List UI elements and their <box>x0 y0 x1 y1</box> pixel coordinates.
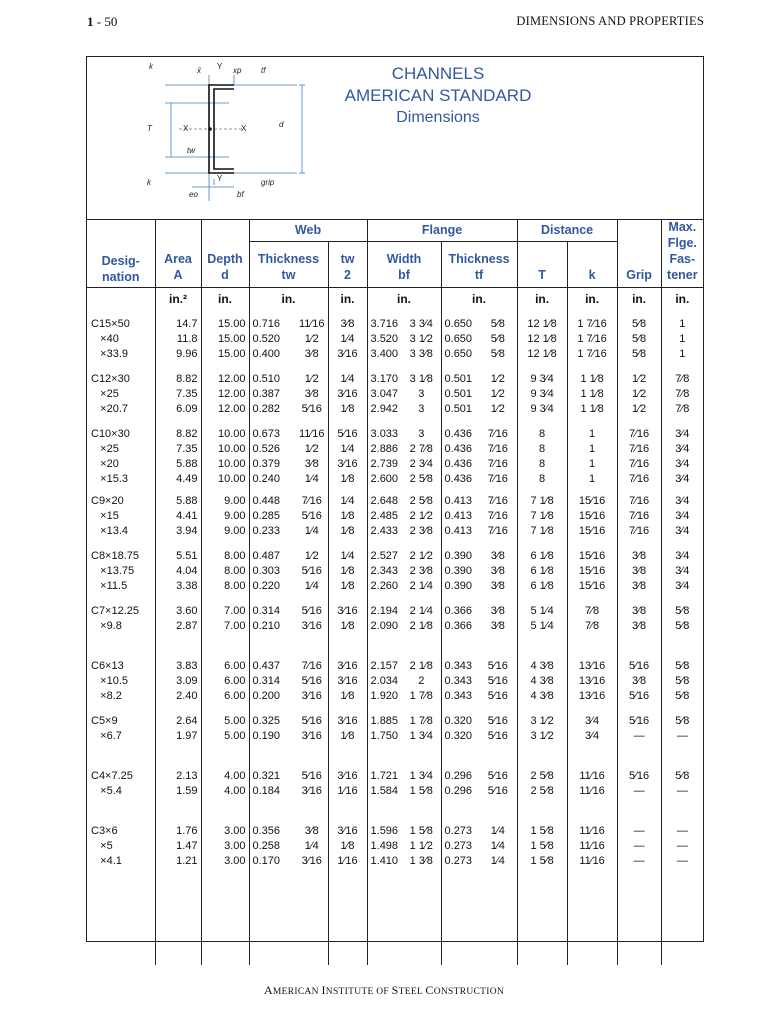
cell-bff: 2 1⁄8 2 1 7⁄8 <box>409 659 433 702</box>
cell-tw: 0.314 0.210 <box>249 597 296 652</box>
cell-tf: 0.273 0.273 0.273 <box>441 817 479 965</box>
cell-tf: 0.436 0.436 0.436 0.436 <box>441 420 479 487</box>
label-y-top: Y <box>217 62 223 71</box>
label-k-bottom: k <box>147 178 151 187</box>
cell-tw2: 3⁄16 1⁄16 <box>328 762 367 817</box>
cell-T: 9 3⁄4 9 3⁄4 9 3⁄4 <box>517 365 567 420</box>
cell-grip: 5⁄16 3⁄8 5⁄16 <box>617 652 661 707</box>
cell-bf: 1.721 1.584 <box>367 762 402 817</box>
table-row <box>87 365 703 420</box>
group-flange: Flange <box>367 219 517 242</box>
cell-grip: 5⁄16 — <box>617 707 661 762</box>
cell-depth: 8.00 8.00 8.00 <box>201 542 249 597</box>
cell-tff: 1⁄4 1⁄4 1⁄4 <box>490 824 505 867</box>
cell-depth: 10.00 10.00 10.00 10.00 <box>201 420 249 487</box>
cell-tf: 0.390 0.390 0.390 <box>441 542 479 597</box>
cell-grip: 1⁄2 1⁄2 1⁄2 <box>617 365 661 420</box>
label-grip: grip <box>261 178 275 187</box>
cell-twf: 1⁄2 3⁄8 5⁄16 <box>301 372 322 415</box>
cell-tff: 7⁄16 7⁄16 7⁄16 <box>487 494 508 537</box>
cell-tw2: 3⁄16 1⁄8 1⁄16 <box>328 817 367 965</box>
cell-fast: 5⁄8 — <box>661 707 703 762</box>
cell-tff: 5⁄8 5⁄8 5⁄8 <box>490 317 505 360</box>
label-x-left: X <box>183 124 189 133</box>
title-line-1: CHANNELS <box>391 64 485 83</box>
cell-grip: 5⁄16 — <box>617 762 661 817</box>
table-frame <box>86 56 704 942</box>
cell-fast: 5⁄8 — <box>661 762 703 817</box>
cell-T: 5 1⁄4 5 1⁄4 <box>517 597 567 652</box>
cell-area: 8.82 7.35 6.09 <box>155 365 201 420</box>
cell-tff: 1⁄2 1⁄2 1⁄2 <box>490 372 505 415</box>
cell-area: 14.7 11.8 9.96 <box>155 310 201 365</box>
table-row <box>87 762 703 817</box>
col-flange-thickness: Thickness tf <box>441 242 517 288</box>
label-eo: eo <box>189 190 198 199</box>
cell-tw2: 3⁄16 1⁄8 <box>328 597 367 652</box>
cell-name: C10×30 ×25 ×20 ×15.3 <box>91 427 130 485</box>
cell-k: 1 1⁄8 1 1⁄8 1 1⁄8 <box>567 365 617 420</box>
cell-tf: 0.320 0.320 <box>441 707 479 762</box>
cell-bff: 3 3⁄4 3 1⁄2 3 3⁄8 <box>409 317 433 360</box>
cell-bff: 1 3⁄4 1 5⁄8 <box>409 769 433 797</box>
unit-T: in. <box>517 288 567 310</box>
cell-depth: 3.00 3.00 3.00 <box>201 817 249 965</box>
cell-T: 1 5⁄8 1 5⁄8 1 5⁄8 <box>517 817 567 965</box>
cell-twf: 5⁄16 3⁄16 <box>301 769 322 797</box>
cell-T: 3 1⁄2 3 1⁄2 <box>517 707 567 762</box>
cell-depth: 6.00 6.00 6.00 <box>201 652 249 707</box>
cell-bff: 1 5⁄8 1 1⁄2 1 3⁄8 <box>409 824 433 867</box>
cell-grip: 5⁄8 5⁄8 5⁄8 <box>617 310 661 365</box>
col-depth: Depth d <box>201 242 249 288</box>
cell-bf: 2.194 2.090 <box>367 597 402 652</box>
cell-tw: 0.321 0.184 <box>249 762 296 817</box>
cell-bf: 2.527 2.343 2.260 <box>367 542 402 597</box>
table-row <box>87 817 703 965</box>
unit-grip: in. <box>617 288 661 310</box>
units-row <box>87 288 703 310</box>
cell-tw: 0.356 0.258 0.170 <box>249 817 296 965</box>
label-bf: bf <box>237 190 244 199</box>
cell-name: C12×30 ×25 ×20.7 <box>91 372 130 415</box>
cell-twf: 5⁄16 3⁄16 <box>301 604 322 632</box>
cell-area: 5.88 4.41 3.94 <box>155 487 201 542</box>
cell-tff: 3⁄8 3⁄8 3⁄8 <box>490 549 505 592</box>
section-header: DIMENSIONS AND PROPERTIES <box>516 14 704 28</box>
cell-tw2: 1⁄4 1⁄8 1⁄8 <box>328 487 367 542</box>
table-row <box>87 310 703 365</box>
cell-grip: 3⁄8 3⁄8 <box>617 597 661 652</box>
col-area: Area A <box>155 242 201 288</box>
cell-bff: 2 1⁄2 2 3⁄8 2 1⁄4 <box>409 549 433 592</box>
unit-flange-thickness: in. <box>441 288 517 310</box>
dimensions-table <box>87 219 703 965</box>
cell-tw2: 3⁄16 1⁄8 <box>328 707 367 762</box>
cell-area: 8.82 7.35 5.88 4.49 <box>155 420 201 487</box>
cell-fast: 5⁄8 5⁄8 <box>661 597 703 652</box>
cell-k: 1 1 1 1 <box>567 420 617 487</box>
cell-twf: 3⁄8 1⁄4 3⁄16 <box>301 824 322 867</box>
cell-area: 3.83 3.09 2.40 <box>155 652 201 707</box>
cell-T: 12 1⁄8 12 1⁄8 12 1⁄8 <box>517 310 567 365</box>
cell-depth: 7.00 7.00 <box>201 597 249 652</box>
table-row <box>87 707 703 762</box>
cell-depth: 15.00 15.00 15.00 <box>201 310 249 365</box>
header-group-row <box>87 219 703 242</box>
cell-bff: 2 5⁄8 2 1⁄2 2 3⁄8 <box>409 494 433 537</box>
cell-bf: 2.157 2.034 1.920 <box>367 652 402 707</box>
cell-bf: 3.033 2.886 2.739 2.600 <box>367 420 402 487</box>
unit-area: in.² <box>155 288 201 310</box>
cell-k: 3⁄4 3⁄4 <box>567 707 617 762</box>
table-row <box>87 542 703 597</box>
table-body <box>87 310 703 965</box>
cell-bf: 3.716 3.520 3.400 <box>367 310 402 365</box>
cell-T: 8 8 8 8 <box>517 420 567 487</box>
cell-grip: 7⁄16 7⁄16 7⁄16 <box>617 487 661 542</box>
cell-tff: 7⁄16 7⁄16 7⁄16 7⁄16 <box>487 427 508 485</box>
cell-k: 13⁄16 13⁄16 13⁄16 <box>567 652 617 707</box>
cell-tw2: 5⁄16 1⁄4 3⁄16 1⁄8 <box>328 420 367 487</box>
table-row <box>87 597 703 652</box>
cell-area: 5.51 4.04 3.38 <box>155 542 201 597</box>
cell-bf: 3.170 3.047 2.942 <box>367 365 402 420</box>
cell-k: 1 7⁄16 1 7⁄16 1 7⁄16 <box>567 310 617 365</box>
cell-fast: 7⁄8 7⁄8 7⁄8 <box>661 365 703 420</box>
cell-k: 15⁄16 15⁄16 15⁄16 <box>567 542 617 597</box>
cell-name: C9×20 ×15 ×13.4 <box>91 494 129 537</box>
cell-tf: 0.650 0.650 0.650 <box>441 310 479 365</box>
cell-tw: 0.510 0.387 0.282 <box>249 365 296 420</box>
cell-tf: 0.366 0.366 <box>441 597 479 652</box>
cell-bf: 2.648 2.485 2.433 <box>367 487 402 542</box>
unit-fastener: in. <box>661 288 703 310</box>
cell-tw2: 3⁄8 1⁄4 3⁄16 <box>328 310 367 365</box>
cell-name: C8×18.75 ×13.75 ×11.5 <box>91 549 140 592</box>
cell-area: 2.64 1.97 <box>155 707 201 762</box>
header-label-row <box>87 242 703 288</box>
cell-twf: 11⁄16 1⁄2 3⁄8 1⁄4 <box>299 427 325 485</box>
label-tw: tw <box>187 146 195 155</box>
unit-depth: in. <box>201 288 249 310</box>
cell-depth: 5.00 5.00 <box>201 707 249 762</box>
cell-T: 4 3⁄8 4 3⁄8 4 3⁄8 <box>517 652 567 707</box>
cell-tw: 0.448 0.285 0.233 <box>249 487 296 542</box>
cell-fast: 1 1 1 <box>661 310 703 365</box>
cell-bff: 3 1⁄8 3 3 <box>409 372 433 415</box>
group-distance: Distance <box>517 219 617 242</box>
cell-bf: 1.596 1.498 1.410 <box>367 817 402 965</box>
unit-web-thickness: in. <box>249 288 328 310</box>
label-x-right: X <box>241 124 247 133</box>
table-row <box>87 487 703 542</box>
cell-fast: 3⁄4 3⁄4 3⁄4 <box>661 487 703 542</box>
label-k-top: k <box>149 62 153 71</box>
col-grip: Grip <box>617 242 661 288</box>
cell-name: C3×6 ×5 ×4.1 <box>91 824 122 867</box>
cell-tff: 5⁄16 5⁄16 <box>487 714 508 742</box>
cell-tf: 0.413 0.413 0.413 <box>441 487 479 542</box>
cell-name: C15×50 ×40 ×33.9 <box>91 317 130 360</box>
title-line-2: AMERICAN STANDARD <box>344 86 532 105</box>
cell-tf: 0.501 0.501 0.501 <box>441 365 479 420</box>
label-d: d <box>279 120 284 129</box>
label-xbar: x̄ <box>197 66 201 75</box>
label-tf: tf <box>261 66 266 75</box>
cell-area: 3.60 2.87 <box>155 597 201 652</box>
table-row <box>87 420 703 487</box>
cell-tw: 0.487 0.303 0.220 <box>249 542 296 597</box>
cell-k: 7⁄8 7⁄8 <box>567 597 617 652</box>
cell-tff: 5⁄16 5⁄16 5⁄16 <box>487 659 508 702</box>
cell-name: C4×7.25 ×5.4 <box>91 769 133 797</box>
col-k: k <box>567 242 617 288</box>
cell-tw: 0.325 0.190 <box>249 707 296 762</box>
cell-T: 2 5⁄8 2 5⁄8 <box>517 762 567 817</box>
table-row <box>87 652 703 707</box>
cell-T: 6 1⁄8 6 1⁄8 6 1⁄8 <box>517 542 567 597</box>
cell-grip: 3⁄8 3⁄8 3⁄8 <box>617 542 661 597</box>
footer-publisher: AMERICAN INSTITUTE OF STEEL CONSTRUCTION <box>263 983 505 997</box>
cell-twf: 5⁄16 3⁄16 <box>301 714 322 742</box>
col-tw2: tw 2 <box>328 242 367 288</box>
cell-T: 7 1⁄8 7 1⁄8 7 1⁄8 <box>517 487 567 542</box>
label-xp: xp <box>233 66 242 75</box>
cell-tw: 0.673 0.526 0.379 0.240 <box>249 420 296 487</box>
cell-area: 2.13 1.59 <box>155 762 201 817</box>
cell-grip: 7⁄16 7⁄16 7⁄16 7⁄16 <box>617 420 661 487</box>
cell-tff: 3⁄8 3⁄8 <box>490 604 505 632</box>
label-y-bottom: Y <box>217 174 223 183</box>
cell-twf: 1⁄2 5⁄16 1⁄4 <box>301 549 322 592</box>
cell-twf: 11⁄16 1⁄2 3⁄8 <box>299 317 325 360</box>
col-designation: Desig- nation <box>101 254 140 284</box>
cell-tw: 0.437 0.314 0.200 <box>249 652 296 707</box>
cell-tf: 0.296 0.296 <box>441 762 479 817</box>
unit-tw2: in. <box>328 288 367 310</box>
cell-bff: 2 1⁄4 2 1⁄8 <box>409 604 433 632</box>
cell-name: C7×12.25 ×9.8 <box>91 604 140 632</box>
cell-twf: 7⁄16 5⁄16 1⁄4 <box>301 494 322 537</box>
cell-grip: — — — <box>617 817 661 965</box>
cell-tf: 0.343 0.343 0.343 <box>441 652 479 707</box>
cell-k: 15⁄16 15⁄16 15⁄16 <box>567 487 617 542</box>
cell-depth: 9.00 9.00 9.00 <box>201 487 249 542</box>
cell-bff: 3 2 7⁄8 2 3⁄4 2 5⁄8 <box>409 427 433 485</box>
unit-flange-width: in. <box>367 288 441 310</box>
cell-bff: 1 7⁄8 1 3⁄4 <box>409 714 433 742</box>
cell-depth: 4.00 4.00 <box>201 762 249 817</box>
col-fastener: Max. Flge. Fas- tener <box>661 219 703 288</box>
cell-tw: 0.716 0.520 0.400 <box>249 310 296 365</box>
title-line-3: Dimensions <box>396 109 480 126</box>
cell-tw2: 1⁄4 3⁄16 1⁄8 <box>328 365 367 420</box>
unit-k: in. <box>567 288 617 310</box>
cell-name: C5×9 ×6.7 <box>91 714 122 742</box>
col-flange-width: Width bf <box>367 242 441 288</box>
col-web-thickness: Thickness tw <box>249 242 328 288</box>
cell-bf: 1.885 1.750 <box>367 707 402 762</box>
group-web: Web <box>249 219 367 242</box>
cell-tw2: 3⁄16 3⁄16 1⁄8 <box>328 652 367 707</box>
cell-tw2: 1⁄4 1⁄8 1⁄8 <box>328 542 367 597</box>
cell-tff: 5⁄16 5⁄16 <box>487 769 508 797</box>
cell-fast: — — — <box>661 817 703 965</box>
cell-k: 11⁄16 11⁄16 <box>567 762 617 817</box>
cell-fast: 5⁄8 5⁄8 5⁄8 <box>661 652 703 707</box>
cell-name: C6×13 ×10.5 ×8.2 <box>91 659 129 702</box>
cell-depth: 12.00 12.00 12.00 <box>201 365 249 420</box>
page-number: 1 - 50 <box>87 14 118 29</box>
cell-twf: 7⁄16 5⁄16 3⁄16 <box>301 659 322 702</box>
cell-fast: 3⁄4 3⁄4 3⁄4 3⁄4 <box>661 420 703 487</box>
cell-area: 1.76 1.47 1.21 <box>155 817 201 965</box>
col-T: T <box>517 242 567 288</box>
cell-fast: 3⁄4 3⁄4 3⁄4 <box>661 542 703 597</box>
label-T: T <box>147 124 152 133</box>
cell-k: 11⁄16 11⁄16 11⁄16 <box>567 817 617 965</box>
